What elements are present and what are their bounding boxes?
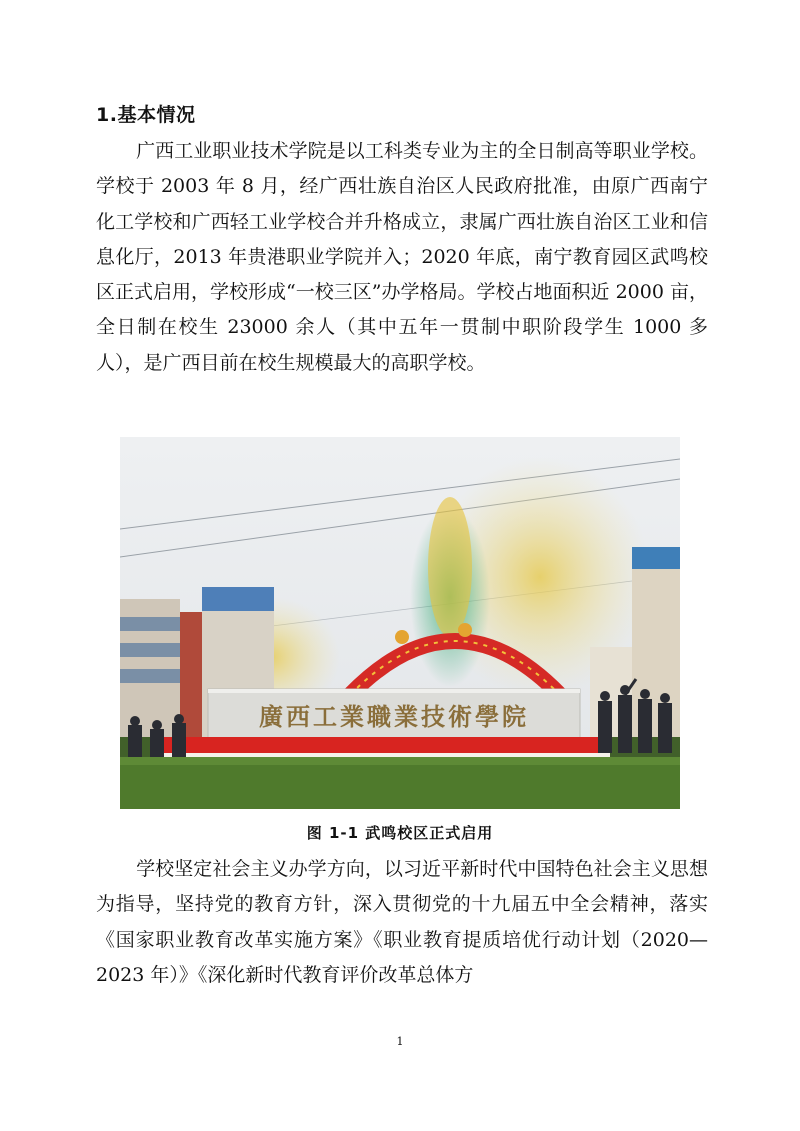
lawn-edge: [120, 757, 680, 765]
page-number: 1: [396, 1035, 404, 1048]
building-left-glass: [202, 587, 274, 611]
dragon-ornament: [395, 630, 409, 644]
sign-lettering: 廣西工業職業技術學院: [259, 702, 529, 731]
figure-caption: 图 1-1 武鸣校区正式启用: [306, 824, 494, 842]
paragraph-intro-text: 广西工业职业技术学院是以工科类专业为主的全日制高等职业学校。学校于 2003 年 8 月，经广西壮族自治区人民政府批准，由原广西南宁化工学校和广西轻工业学校合并升格成立，隶属广西壮族自治区工业和信息化厅，2013 年贵港职业学院并入；2020 年底，南宁教育园区武鸣校区正式启用，学校形成“一校三区”办学格局。学校占地面积近 2000 亩，全日制在校生 23000 余人（其中五年一贯制中职阶段学生 1000 多人），是广西目前在校生规模最大的高职学校。: [96, 140, 708, 374]
crowd-left: [128, 714, 186, 763]
paragraph-policy-text: 学校坚定社会主义办学方向，以习近平新时代中国特色社会主义思想为指导，坚持党的教育方针，深入贯彻党的十九届五中全会精神，落实《国家职业教育改革实施方案》《职业教育提质培优行动计划（2020—2023 年）》《深化新时代教育评价改革总体方: [96, 858, 708, 986]
colored-smoke: [428, 497, 472, 637]
building-right-glass: [632, 547, 680, 569]
building-windows: [120, 617, 180, 631]
flower-bed-border: [160, 753, 610, 757]
campus-opening-photo: [120, 437, 680, 809]
paragraph-intro: [96, 134, 708, 381]
photo-illustration: [120, 437, 680, 809]
building-windows: [120, 643, 180, 657]
dragon-ornament: [458, 623, 472, 637]
stone-sign-top: [208, 689, 580, 693]
section-heading: 1.基本情况: [96, 104, 196, 126]
paragraph-policy: [96, 852, 708, 993]
building-windows: [120, 669, 180, 683]
